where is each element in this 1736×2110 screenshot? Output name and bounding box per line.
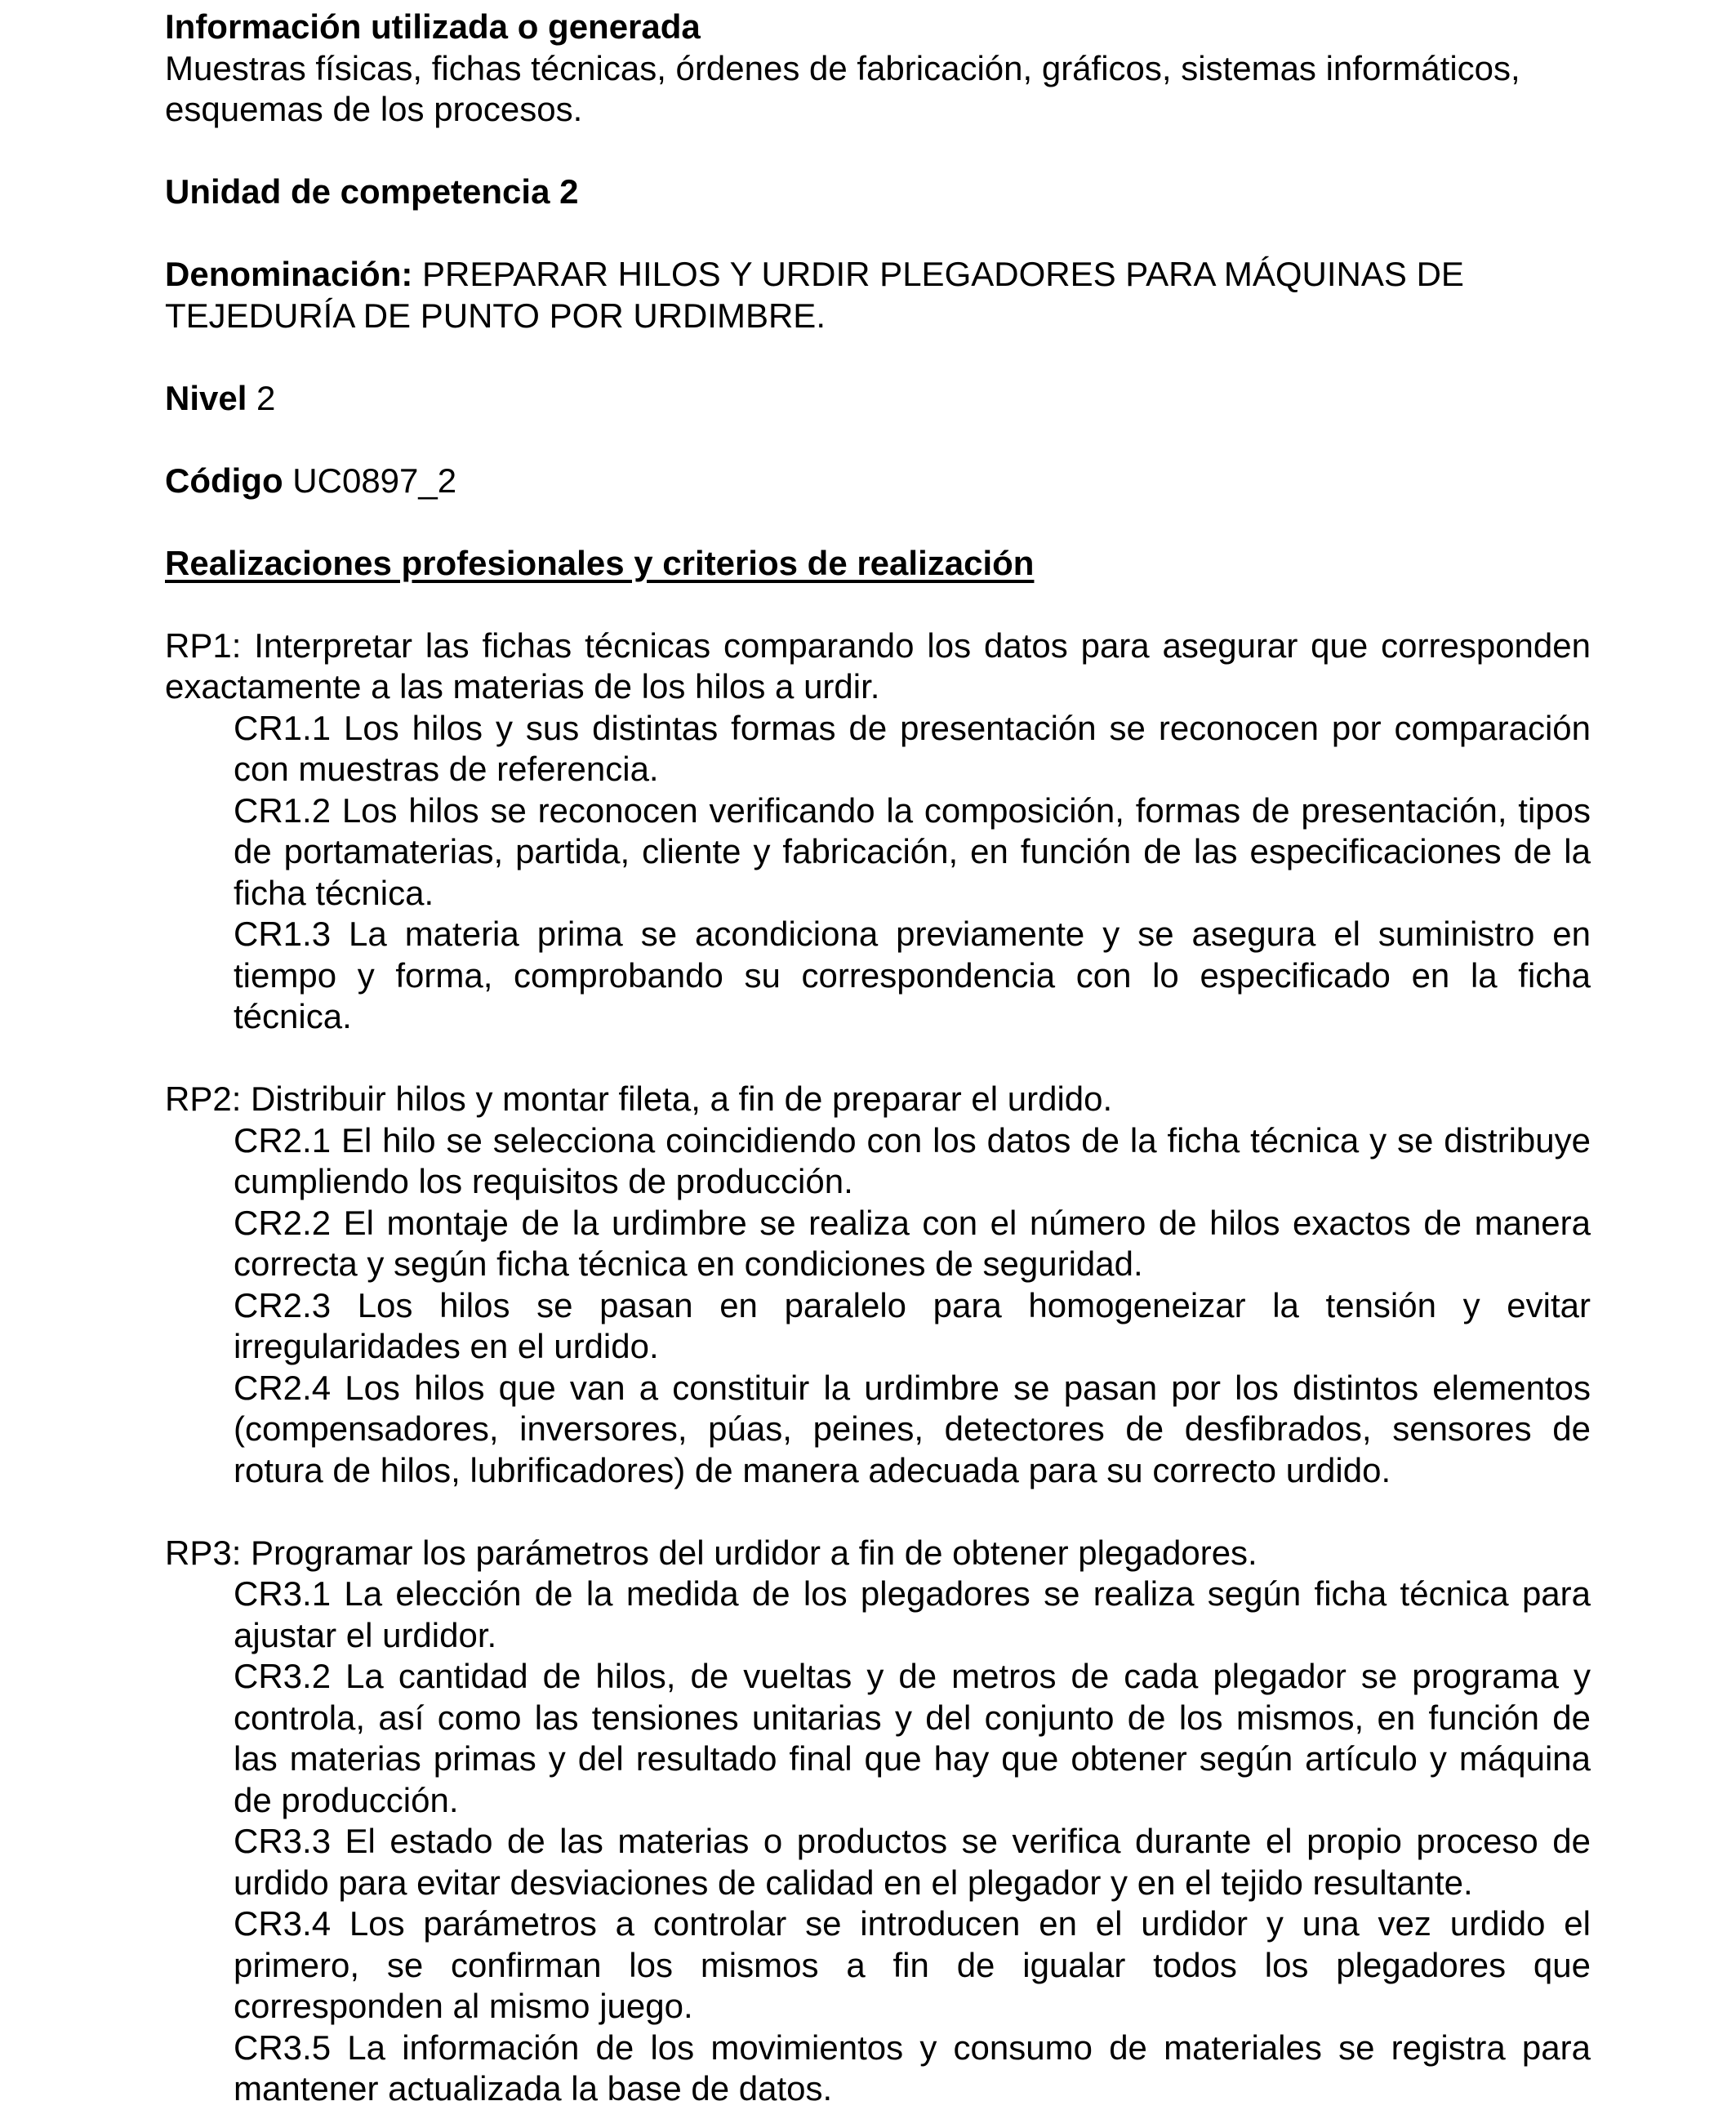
spacer [165, 501, 1591, 543]
nivel [165, 378, 1591, 420]
denominacion-label: Denominación: [165, 255, 413, 293]
cr3-1: CR3.1 La elección de la medida de los plegadores se realiza según ficha técnica para ajustar el urdidor. [234, 1574, 1591, 1654]
cr2-4: CR2.4 Los hilos que van a constituir la urdimbre se pasan por los distintos elementos (compensadores, inversores, púas, peines, detectores de desfibrados, sensores de rotura de hilos, lubrificadores) de manera adecuada para su correcto urdido. [234, 1368, 1591, 1489]
denominacion-value: PREPARAR HILOS Y URDIR PLEGADORES PARA MÁQUINAS DE TEJEDURÍA DE PUNTO POR URDIMBRE. [165, 255, 1464, 335]
cr2-1: CR2.1 El hilo se selecciona coincidiendo con los datos de la ficha técnica y se distribuye cumpliendo los requisitos de producción. [234, 1120, 1591, 1200]
section-title: Realizaciones profesionales y criterios de realización [165, 543, 1035, 582]
spacer [165, 336, 1591, 378]
nivel-value: 2 [247, 378, 276, 417]
spacer [165, 584, 1591, 625]
codigo-value: UC0897_2 [283, 461, 457, 500]
rp3-text: RP3: Programar los parámetros del urdidor a fin de obtener plegadores. [165, 1533, 1257, 1572]
spacer [165, 419, 1591, 461]
cr3-4: CR3.4 Los parámetros a controlar se introducen en el urdidor y una vez urdido el primero, se confirman los mismos a fin de igualar todos los plegadores que corresponden al mismo juego. [234, 1904, 1591, 2025]
cr3-5: CR3.5 La información de los movimientos y consumo de materiales se registra para mantener actualizada la base de datos. [234, 2028, 1591, 2108]
spacer [165, 1491, 1591, 1533]
info-text: Muestras físicas, fichas técnicas, órdenes de fabricación, gráficos, sistemas informáticos, esquemas de los procesos. [165, 48, 1520, 128]
document-page [165, 7, 1591, 2110]
denominacion [165, 254, 1591, 336]
rp2-text: RP2: Distribuir hilos y montar fileta, a fin de preparar el urdido. [165, 1079, 1113, 1118]
info-heading: Información utilizada o generada [165, 7, 701, 46]
spacer [165, 1038, 1591, 1079]
spacer [165, 131, 1591, 172]
cr1-2: CR1.2 Los hilos se reconocen verificando la composición, formas de presentación, tipos de portamaterias, partida, cliente y fabricación, en función de las especificaciones de la ficha técnica. [234, 790, 1591, 912]
cr2-2: CR2.2 El montaje de la urdimbre se realiza con el número de hilos exactos de manera correcta y según ficha técnica en condiciones de seguridad. [234, 1203, 1591, 1283]
cr3-2: CR3.2 La cantidad de hilos, de vueltas y de metros de cada plegador se programa y controla, así como las tensiones unitarias y del conjunto de los mismos, en función de las materias primas y del resultado final que hay que obtener según artículo y máquina de producción. [234, 1657, 1591, 1819]
cr3-3: CR3.3 El estado de las materias o productos se verifica durante el propio proceso de urdido para evitar desviaciones de calidad en el plegador y en el tejido resultante. [234, 1822, 1591, 1902]
cr2-3: CR2.3 Los hilos se pasan en paralelo para homogeneizar la tensión y evitar irregularidades en el urdido. [234, 1285, 1591, 1365]
codigo-label: Código [165, 461, 283, 500]
codigo [165, 461, 1591, 502]
nivel-label: Nivel [165, 378, 247, 417]
cr1-1: CR1.1 Los hilos y sus distintas formas de presentación se reconocen por comparación con muestras de referencia. [234, 708, 1591, 788]
rp1-text: RP1: Interpretar las fichas técnicas comparando los datos para asegurar que corresponden exactamente a las materias de los hilos a urdir. [165, 625, 1591, 706]
unit-title: Unidad de competencia 2 [165, 172, 579, 211]
cr1-3: CR1.3 La materia prima se acondiciona previamente y se asegura el suministro en tiempo y forma, comprobando su correspondencia con lo especificado en la ficha técnica. [234, 915, 1591, 1035]
spacer [165, 213, 1591, 255]
